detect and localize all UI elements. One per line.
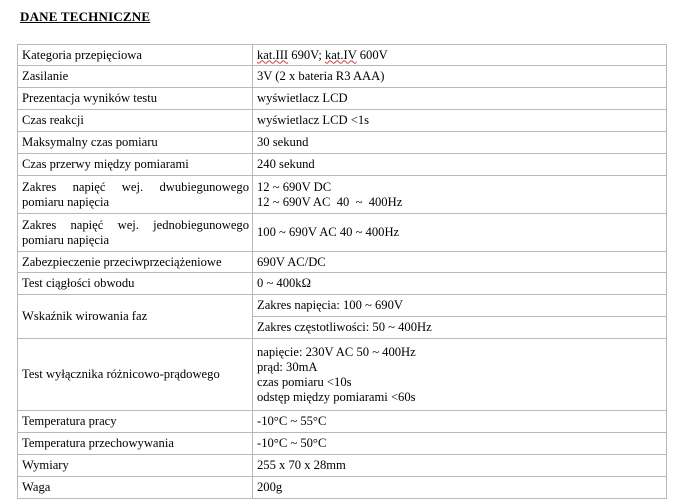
table-row: [18, 66, 667, 88]
row-key: Zabezpieczenie przeciwprzeciążeniowe: [18, 252, 253, 273]
table-row: [18, 176, 667, 214]
row-key: Kategoria przepięciowa: [18, 45, 253, 66]
row-key: Temperatura przechowywania: [18, 433, 253, 455]
row-key: Test wyłącznika różnicowo-prądowego: [18, 339, 253, 411]
table-row: [18, 45, 667, 66]
row-value: 690V AC/DC: [253, 252, 667, 273]
row-key: Czas reakcji: [18, 110, 253, 132]
row-key: Zakres napięć wej. jednobiegunowego pomiaru napięcia: [18, 214, 253, 252]
row-key: Temperatura pracy: [18, 411, 253, 433]
table-row: [18, 132, 667, 154]
row-value: 12 ~ 690V DC 12 ~ 690V AC 40 ~ 400Hz: [253, 176, 667, 214]
row-value: wyświetlacz LCD: [253, 88, 667, 110]
table-row: [18, 455, 667, 477]
table-row: [18, 411, 667, 433]
table-row: [18, 252, 667, 273]
row-value: 200g: [253, 477, 667, 499]
row-value: napięcie: 230V AC 50 ~ 400Hz prąd: 30mA czas pomiaru <10s odstęp między pomiarami <60s: [253, 339, 667, 411]
row-value: 3V (2 x bateria R3 AAA): [253, 66, 667, 88]
row-value: 100 ~ 690V AC 40 ~ 400Hz: [253, 214, 667, 252]
row-value: kat.III 690V; kat.IV 600V: [253, 45, 667, 66]
row-key: Zakres napięć wej. dwubiegunowego pomiaru napięcia: [18, 176, 253, 214]
row-value: Zakres częstotliwości: 50 ~ 400Hz: [253, 317, 667, 339]
row-value: 240 sekund: [253, 154, 667, 176]
row-value: 0 ~ 400kΩ: [253, 273, 667, 295]
row-key: Zasilanie: [18, 66, 253, 88]
row-value: 30 sekund: [253, 132, 667, 154]
row-value: wyświetlacz LCD <1s: [253, 110, 667, 132]
row-value: -10°C ~ 50°C: [253, 433, 667, 455]
table-row: [18, 433, 667, 455]
row-key: Maksymalny czas pomiaru: [18, 132, 253, 154]
table-row: [18, 110, 667, 132]
row-value: 255 x 70 x 28mm: [253, 455, 667, 477]
table-row: [18, 214, 667, 252]
table-row: [18, 273, 667, 295]
spec-table: [17, 44, 667, 499]
table-row: [18, 339, 667, 411]
row-key: Wymiary: [18, 455, 253, 477]
page-title: DANE TECHNICZNE: [20, 9, 151, 24]
row-key: Czas przerwy między pomiarami: [18, 154, 253, 176]
row-key: Wskaźnik wirowania faz: [18, 295, 253, 339]
row-key: Waga: [18, 477, 253, 499]
row-key: Prezentacja wyników testu: [18, 88, 253, 110]
row-value: -10°C ~ 55°C: [253, 411, 667, 433]
table-row: [18, 88, 667, 110]
row-key: Test ciągłości obwodu: [18, 273, 253, 295]
row-value: Zakres napięcia: 100 ~ 690V: [253, 295, 667, 317]
table-row: [18, 477, 667, 499]
table-row: [18, 154, 667, 176]
table-row: [18, 295, 667, 317]
